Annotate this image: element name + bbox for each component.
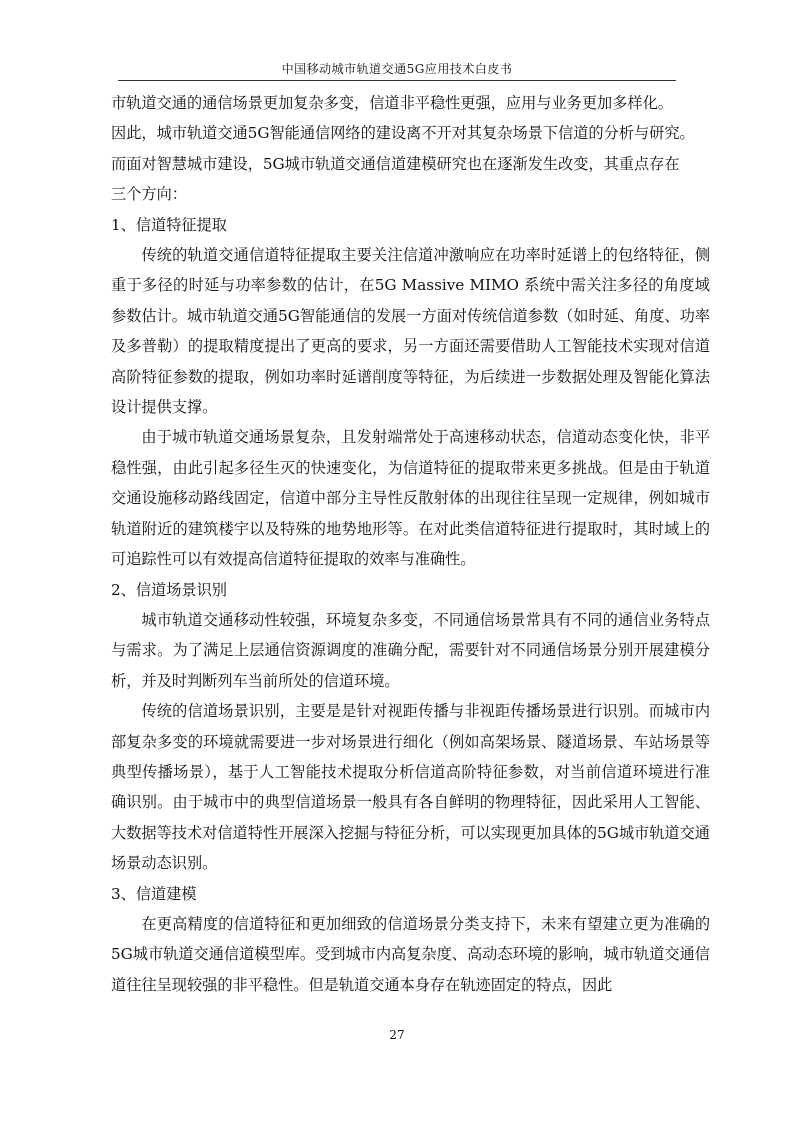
section-heading-channel-modeling: 3、信道建模 (111, 884, 197, 903)
intro-line: 而面对智慧城市建设，5G城市轨道交通信道建模研究也在逐渐发生改变，其重点存在 (111, 154, 680, 173)
header-divider (118, 80, 676, 81)
section1-paragraph-1: 传统的轨道交通信道特征提取主要关注信道冲激响应在功率时延谱上的包络特征，侧重于多径的时延与功率参数的估计，在5G Massive MIMO 系统中需关注多径的角度域参数估计。城市轨道交通5G智能通信的发展一方面对传统信道参数（如时延、角度、功率及多普勒）的提取精度提出了更高的要求，另一方面还需要借助人工智能技术实现对信道高阶特征参数的提取，例如功率时延谱削度等特征，为后续进一步数据处理及智能化算法设计提供支撑。 (111, 246, 710, 417)
section-heading-scene-identification: 2、信道场景识别 (111, 580, 227, 599)
intro-line: 市轨道交通的通信场景更加复杂多变，信道非平稳性更强，应用与业务更加多样化。 (111, 94, 673, 112)
page-number: 27 (389, 1028, 405, 1042)
intro-line: 三个方向： (111, 185, 187, 204)
running-header: 中国移动城市轨道交通5G应用技术白皮书 (281, 62, 513, 76)
section3-paragraph-1: 在更高精度的信道特征和更加细致的信道场景分类支持下，未来有望建立更为准确的5G城市轨道交通信道模型库。受到城市内高复杂度、高动态环境的影响，城市轨道交通信道往往呈现较强的非平稳性。但是轨道交通本身存在轨迹固定的特点，因此 (111, 914, 710, 994)
intro-paragraph (111, 88, 710, 210)
section-heading-feature-extraction: 1、信道特征提取 (111, 215, 227, 234)
section2-paragraph-1: 城市轨道交通移动性较强，环境复杂多变，不同通信场景常具有不同的通信业务特点与需求。为了满足上层通信资源调度的准确分配，需要针对不同通信场景分别开展建模分析，并及时判断列车当前所处的信道环境。 (111, 610, 710, 690)
section1-paragraph-2: 由于城市轨道交通场景复杂，且发射端常处于高速移动状态，信道动态变化快，非平稳性强，由此引起多径生灭的快速变化，为信道特征的提取带来更多挑战。但是由于轨道交通设施移动路线固定，信道中部分主导性反散射体的出现往往呈现一定规律，例如城市轨道附近的建筑楼宇以及特殊的地势地形等。在对此类信道特征进行提取时，其时域上的可追踪性可以有效提高信道特征提取的效率与准确性。 (111, 428, 710, 569)
intro-line: 因此，城市轨道交通5G智能通信网络的建设离不开对其复杂场景下信道的分析与研究。 (111, 124, 695, 143)
page-body (111, 88, 710, 1000)
section2-paragraph-2: 传统的信道场景识别，主要是是针对视距传播与非视距传播场景进行识别。而城市内部复杂多变的环境就需要进一步对场景进行细化（例如高架场景、隧道场景、车站场景等典型传播场景），基于人工智能技术提取分析信道高阶特征参数，对当前信道环境进行准确识别。由于城市中的典型信道场景一般具有各自鲜明的物理特征，因此采用人工智能、大数据等技术对信道特性开展深入挖掘与特征分析，可以实现更加具体的5G城市轨道交通场景动态识别。 (111, 702, 710, 873)
